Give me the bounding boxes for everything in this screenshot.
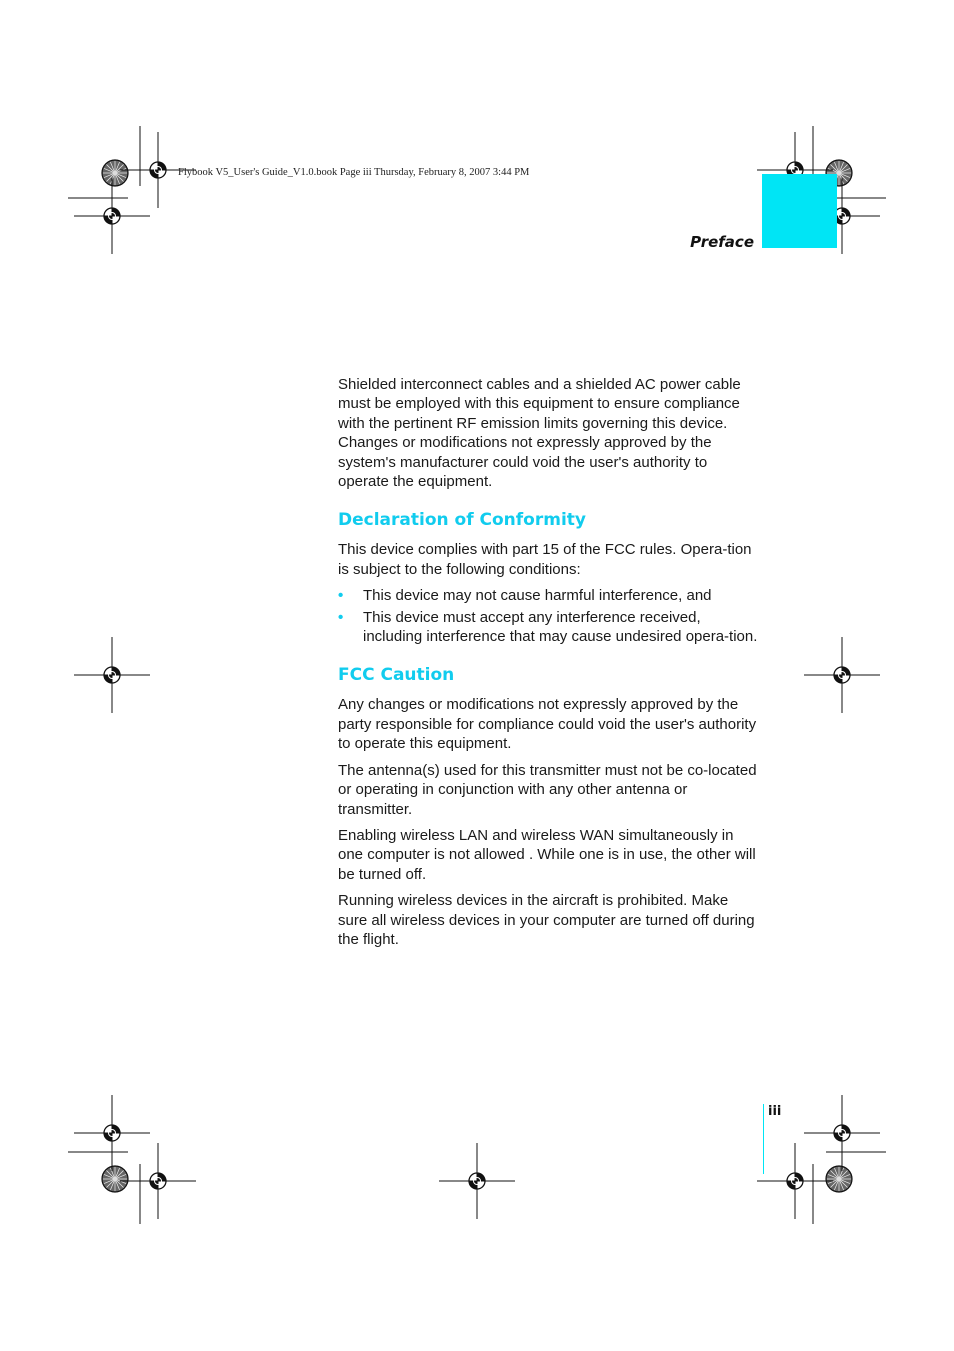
book-slug: Flybook V5_User's Guide_V1.0.book Page iii Thursday, February 8, 2007 3:44 PM: [178, 167, 530, 178]
list-item-text: This device may not cause harmful interference, and: [363, 587, 712, 605]
declaration-paragraph: This device complies with part 15 of the FCC rules. Opera-tion is subject to the following conditions:: [338, 541, 752, 578]
registration-mark-icon: [74, 1095, 150, 1171]
color-target-icon: [102, 160, 128, 186]
bullet-icon: •: [338, 587, 344, 605]
fcc-caution-heading: FCC Caution: [338, 665, 455, 686]
color-target-icon: [826, 1166, 852, 1192]
registration-mark-icon: [74, 178, 150, 254]
intro-paragraph: Shielded interconnect cables and a shielded AC power cable must be employed with this equipment to ensure compliance with the pertinent RF emission limits governing this device. Changes or modifications not expressly approved by the system's manufacturer could void the user's authority to operate the equipment.: [338, 376, 741, 491]
fcc-caution-paragraph: Any changes or modifications not expressly approved by the party responsible for compliance could void the user's authority to operate this equipment.: [338, 696, 757, 753]
registration-mark-icon: [120, 1143, 196, 1219]
body-column: [338, 375, 758, 956]
list-item: [338, 586, 758, 605]
page-number: iii: [768, 1104, 782, 1119]
registration-mark-icon: [804, 637, 880, 713]
registration-mark-icon: [757, 1143, 833, 1219]
fcc-caution-paragraph: Enabling wireless LAN and wireless WAN simultaneously in one computer is not allowed . While one is in use, the other will be turned off.: [338, 826, 756, 883]
registration-mark-icon: [804, 1095, 880, 1171]
registration-mark-icon: [74, 637, 150, 713]
list-item: [338, 608, 758, 647]
registration-mark-icon: [439, 1143, 515, 1219]
bullet-icon: •: [338, 608, 344, 626]
list-item-text: This device must accept any interference received, including interference that may cause undesired opera-tion.: [363, 608, 758, 646]
fcc-caution-paragraph: The antenna(s) used for this transmitter must not be co-located or operating in conjunction with any other antenna or transmitter.: [338, 761, 757, 818]
declaration-heading: Declaration of Conformity: [338, 510, 586, 531]
page-number-rule: [763, 1104, 764, 1174]
running-head: Preface: [690, 233, 754, 251]
color-target-icon: [102, 1166, 128, 1192]
chapter-tab: [762, 174, 837, 248]
fcc-caution-paragraph: Running wireless devices in the aircraft is prohibited. Make sure all wireless devices in your computer are turned off during the flight.: [338, 892, 755, 948]
declaration-conditions-list: [338, 586, 758, 646]
